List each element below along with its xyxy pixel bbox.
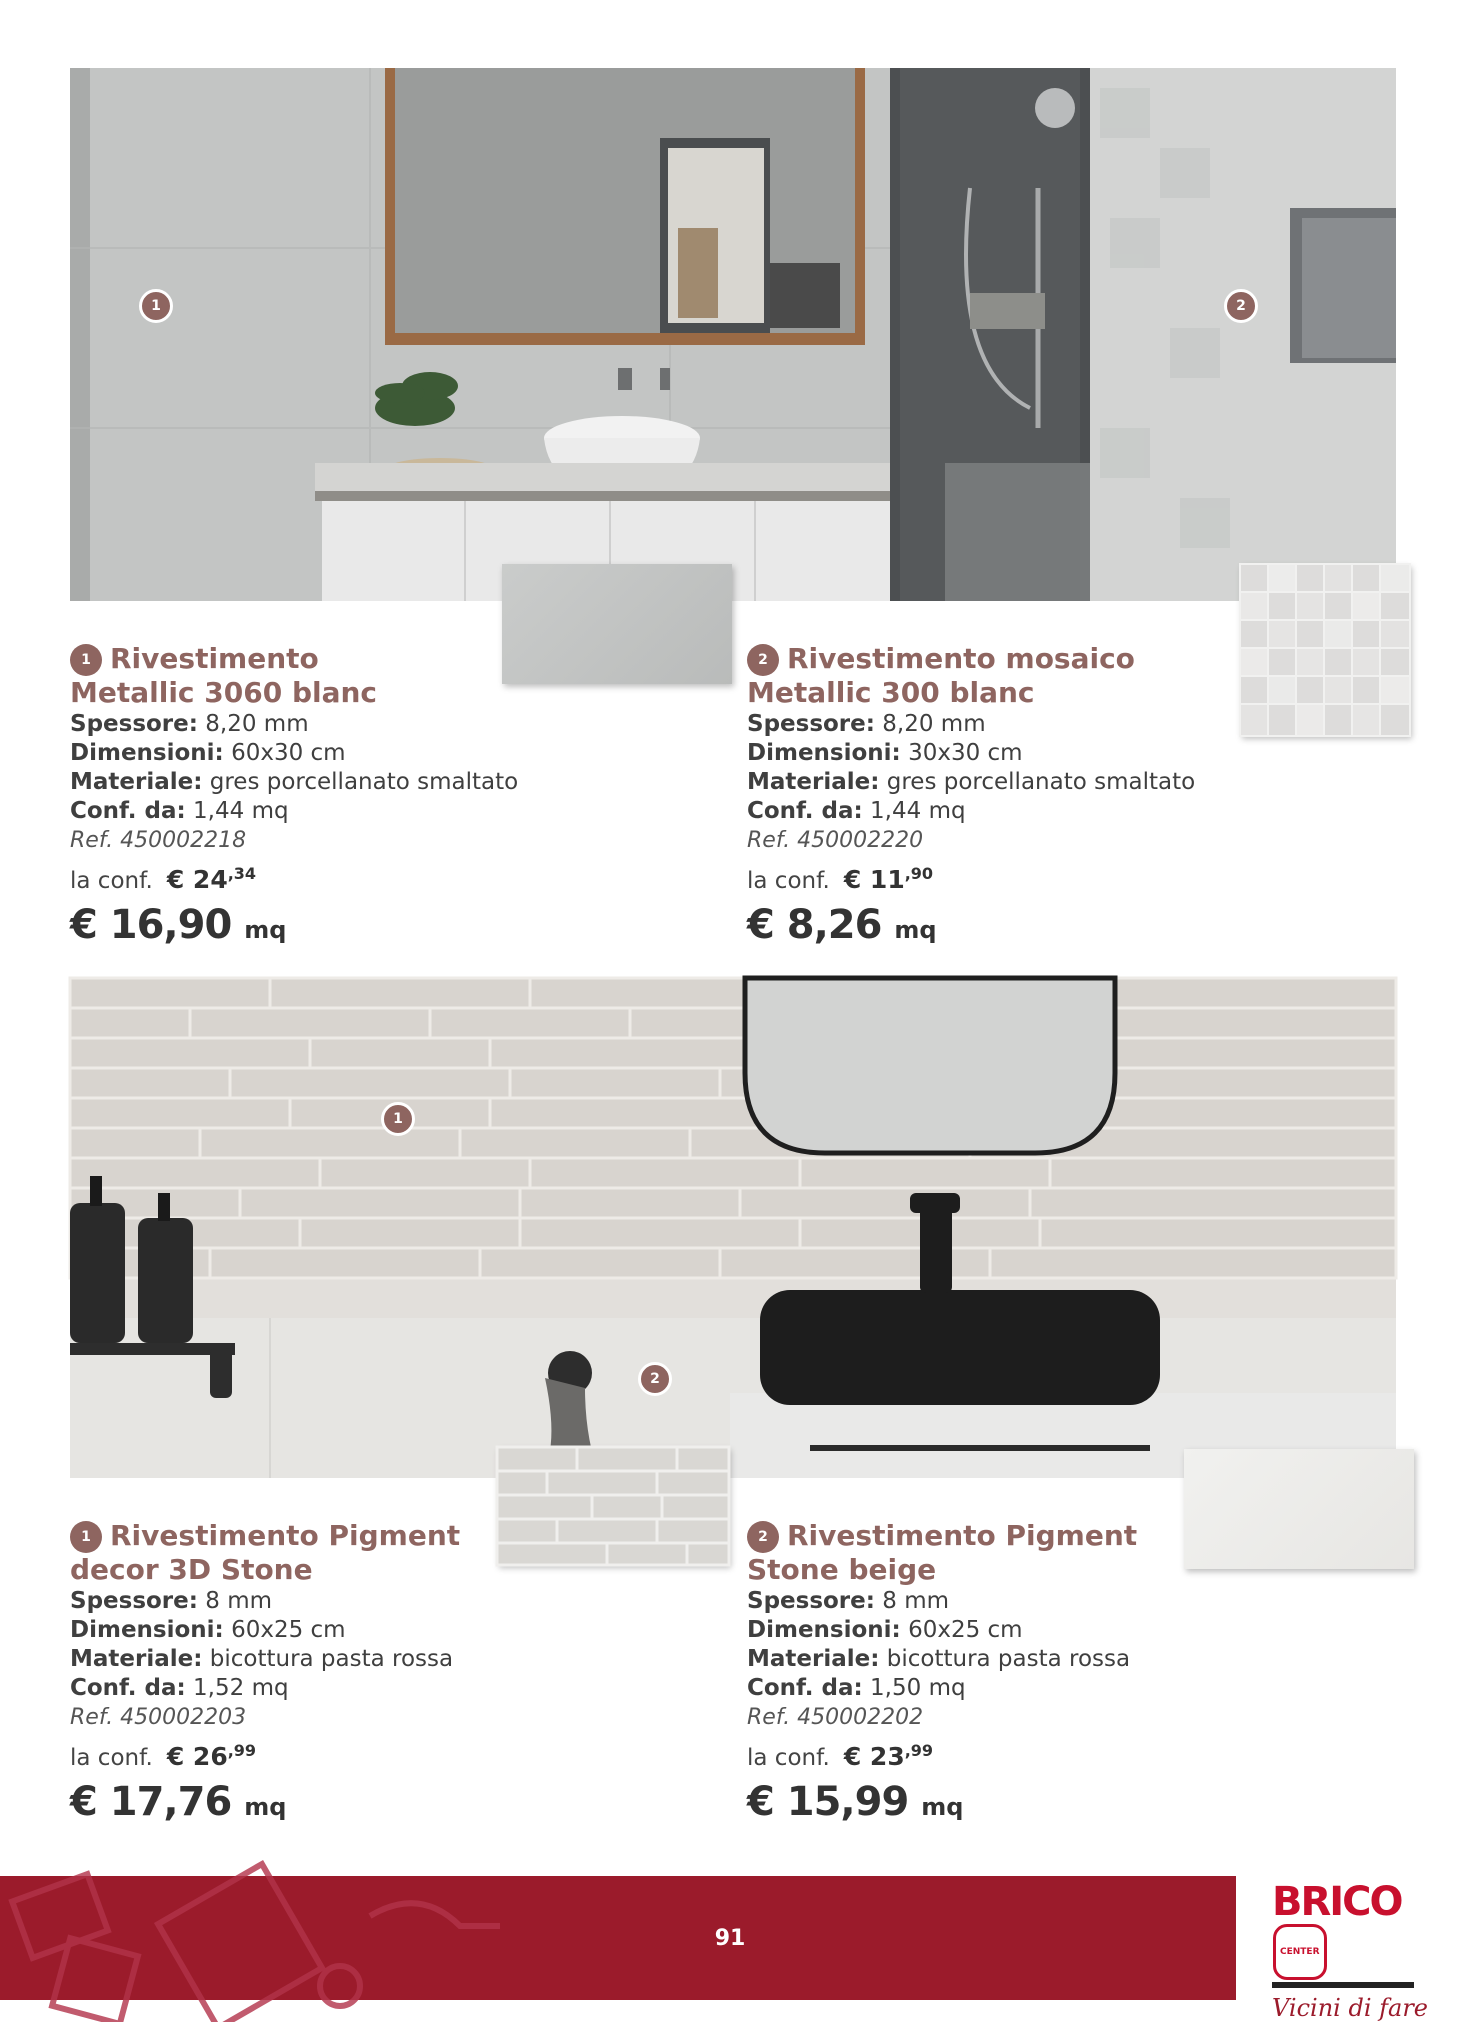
product-number-badge: 1 <box>70 1521 102 1553</box>
marker-2-bottom: 2 <box>638 1362 672 1396</box>
logo-badge: CENTER <box>1273 1924 1327 1980</box>
product-ref: Ref. 450002220 <box>747 828 924 853</box>
spec-spessore: Spessore: 8,20 mm <box>70 711 309 737</box>
spec-dimensioni: Dimensioni: 30x30 cm <box>747 740 1023 766</box>
product-title-line2: Metallic 300 blanc <box>747 676 1035 709</box>
spec-dimensioni: Dimensioni: 60x25 cm <box>70 1617 346 1643</box>
product-title-line1: Rivestimento mosaico <box>787 642 1135 675</box>
spec-spessore: Spessore: 8 mm <box>747 1588 950 1614</box>
bathroom-illustration-bottom <box>70 978 1396 1478</box>
bathroom-photo-top <box>70 68 1396 601</box>
product-title-line2: decor 3D Stone <box>70 1553 313 1586</box>
price-per-mq: € 15,99 mq <box>747 1779 964 1825</box>
logo-underline <box>1272 1982 1414 1988</box>
product-title-line2: Metallic 3060 blanc <box>70 676 378 709</box>
product-number-badge: 2 <box>747 1521 779 1553</box>
product-card-2 <box>747 642 1347 955</box>
spec-dimensioni: Dimensioni: 60x30 cm <box>70 740 346 766</box>
conf-price: € $11^{,90}$ <box>843 864 934 894</box>
conf-price: € $24^{,34}$ <box>166 864 257 894</box>
spec-dimensioni: Dimensioni: 60x25 cm <box>747 1617 1023 1643</box>
footer-band <box>0 1876 1236 2000</box>
spec-conf: Conf. da: 1,52 mq <box>70 1675 289 1701</box>
spec-conf: Conf. da: 1,50 mq <box>747 1675 966 1701</box>
conf-price: € $26^{,99}$ <box>166 1741 257 1771</box>
spec-spessore: Spessore: 8 mm <box>70 1588 273 1614</box>
marker-1-top: 1 <box>139 289 173 323</box>
product-title-line1: Rivestimento Pigment <box>787 1519 1138 1552</box>
price-per-mq: € 8,26 mq <box>747 902 937 948</box>
spec-conf: Conf. da: 1,44 mq <box>70 798 289 824</box>
product-title <box>70 1519 670 1587</box>
product-card-3 <box>70 1519 670 1832</box>
product-card-4 <box>747 1519 1347 1832</box>
spec-materiale: Materiale: bicottura pasta rossa <box>70 1646 454 1672</box>
conf-price-row: la conf. € $24^{,34}$ <box>70 864 257 894</box>
tools-pattern-icon <box>0 1876 1236 2000</box>
marker-2-top: 2 <box>1224 289 1258 323</box>
logo-tagline: Vicini di fare <box>1272 1994 1428 2022</box>
price-per-mq: € 17,76 mq <box>70 1779 287 1825</box>
product-title-line2: Stone beige <box>747 1553 937 1586</box>
spec-spessore: Spessore: 8,20 mm <box>747 711 986 737</box>
product-title-line1: Rivestimento Pigment <box>110 1519 461 1552</box>
product-title <box>70 642 670 710</box>
product-ref: Ref. 450002203 <box>70 1705 247 1730</box>
product-card-1 <box>70 642 670 955</box>
product-ref: Ref. 450002202 <box>747 1705 924 1730</box>
product-ref: Ref. 450002218 <box>70 828 247 853</box>
logo-brand: BRICOCENTER <box>1272 1880 1442 1980</box>
spec-conf: Conf. da: 1,44 mq <box>747 798 966 824</box>
product-number-badge: 2 <box>747 644 779 676</box>
spec-materiale: Materiale: gres porcellanato smaltato <box>747 769 1196 795</box>
price-per-mq: € 16,90 mq <box>70 902 287 948</box>
product-title <box>747 1519 1347 1587</box>
product-title <box>747 642 1347 710</box>
spec-materiale: Materiale: bicottura pasta rossa <box>747 1646 1131 1672</box>
bathroom-illustration-top <box>70 68 1396 601</box>
page-number: 91 <box>714 1926 746 1951</box>
spec-materiale: Materiale: gres porcellanato smaltato <box>70 769 519 795</box>
conf-price-row: la conf. € $11^{,90}$ <box>747 864 934 894</box>
bathroom-photo-bottom <box>70 978 1396 1478</box>
product-title-line1: Rivestimento <box>110 642 319 675</box>
conf-price: € $23^{,99}$ <box>843 1741 934 1771</box>
conf-price-row: la conf. € $23^{,99}$ <box>747 1741 934 1771</box>
conf-price-row: la conf. € $26^{,99}$ <box>70 1741 257 1771</box>
product-number-badge: 1 <box>70 644 102 676</box>
brico-center-logo <box>1272 1879 1442 2022</box>
marker-1-bottom: 1 <box>381 1102 415 1136</box>
